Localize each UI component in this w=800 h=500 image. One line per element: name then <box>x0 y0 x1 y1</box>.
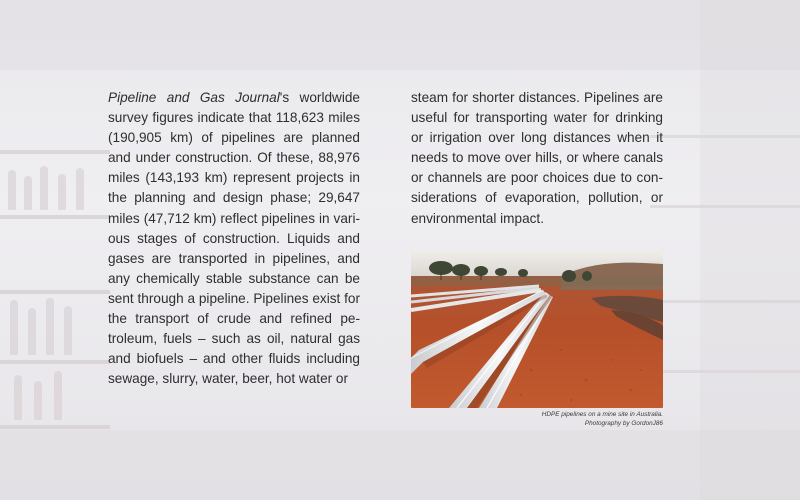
right-column-body: steam for shorter distances. Pipelines are useful for transporting water for drinking or irrigation over long distances when it needs to move over hills, or where canals or channels are poor choices due to considerations of evaporation, pollution, or environmental impact. <box>411 90 663 226</box>
left-column-body: 's worldwide survey figures indicate that 118,623 miles (190,905 km) of pipelines are planned and under construction. Of these, 88,976 miles (143,193 km) represent projects in the planning and design phase; 29,647 miles (47,712 km) reflect pipelines in various stages of construction. Liquids and gases are transported in pipelines, and any chemically stable substance can be sent through a pipeline. Pipelines exist for the transport of crude and refined petroleum, fuels – such as oil, natural gas and biofuels – and other fluids including sewage, slurry, water, beer, hot water or <box>108 90 360 387</box>
caption-line-2: Photography by GordonJ86 <box>584 420 663 427</box>
pipeline-photo <box>411 250 663 408</box>
photo-caption <box>411 410 663 428</box>
text-column-right <box>411 88 663 229</box>
caption-line-1: HDPE pipelines on a mine site in Australia. <box>541 411 663 418</box>
text-column-left <box>108 88 360 389</box>
journal-title: Pipeline and Gas Journal <box>108 90 280 105</box>
